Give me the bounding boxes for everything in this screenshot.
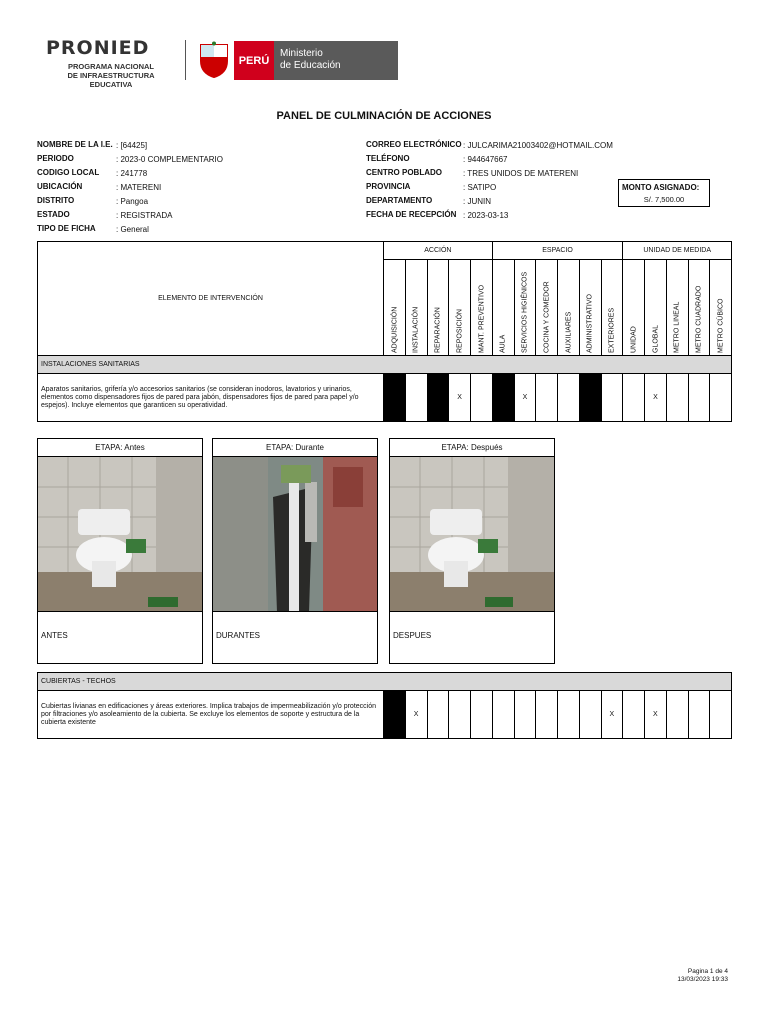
pronied-logo-text: PRONIED bbox=[46, 37, 150, 59]
intervention-table-section2 bbox=[37, 672, 732, 739]
mark-cell: X bbox=[405, 691, 427, 739]
pipe-photo-icon bbox=[213, 457, 377, 612]
empty-cell bbox=[623, 374, 645, 422]
mark-cell: X bbox=[645, 691, 667, 739]
value-correo: : JULCARIMA21003402@HOTMAIL.COM bbox=[463, 141, 613, 150]
mark-cell: X bbox=[514, 374, 536, 422]
intervention-table bbox=[37, 241, 732, 422]
section-title: CUBIERTAS - TECHOS bbox=[38, 673, 732, 691]
document-title: PANEL DE CULMINACIÓN DE ACCIONES bbox=[276, 110, 492, 122]
empty-cell bbox=[471, 374, 493, 422]
filled-cell bbox=[384, 691, 406, 739]
empty-cell bbox=[688, 374, 710, 422]
stage-card-durante bbox=[212, 438, 378, 664]
value-departamento: : JUNIN bbox=[463, 197, 491, 206]
label-departamento: DEPARTAMENTO bbox=[366, 196, 433, 205]
empty-cell bbox=[427, 691, 449, 739]
empty-cell bbox=[471, 691, 493, 739]
label-estado: ESTADO bbox=[37, 210, 70, 219]
group-unidad-medida: UNIDAD DE MEDIDA bbox=[623, 242, 732, 260]
stage-title: ETAPA: Antes bbox=[38, 439, 202, 457]
empty-cell bbox=[558, 374, 580, 422]
empty-cell bbox=[536, 691, 558, 739]
peru-shield-icon bbox=[197, 41, 231, 79]
page-footer bbox=[677, 968, 728, 984]
filled-cell bbox=[579, 374, 601, 422]
empty-cell bbox=[558, 691, 580, 739]
stage-title: ETAPA: Durante bbox=[213, 439, 377, 457]
stage-caption: ANTES bbox=[41, 631, 68, 640]
empty-cell bbox=[514, 691, 536, 739]
monto-value: S/. 7,500.00 bbox=[643, 195, 685, 204]
value-ubicacion: : MATERENI bbox=[116, 183, 162, 192]
column-header: COCINA Y COMEDOR bbox=[536, 260, 558, 356]
mark-cell: X bbox=[601, 691, 623, 739]
column-header: GLOBAL bbox=[645, 260, 667, 356]
photo-antes bbox=[38, 457, 202, 612]
column-header: ADMINISTRATIVO bbox=[579, 260, 601, 356]
filled-cell bbox=[492, 374, 514, 422]
value-estado: : REGISTRADA bbox=[116, 211, 173, 220]
empty-cell bbox=[710, 374, 732, 422]
ministry-line1: Ministerio bbox=[280, 48, 323, 59]
column-header: METRO LINEAL bbox=[666, 260, 688, 356]
column-header: UNIDAD bbox=[623, 260, 645, 356]
stage-card-despues bbox=[389, 438, 555, 664]
pronied-sub-line1: PROGRAMA NACIONAL bbox=[68, 62, 154, 71]
label-codigo-local: CODIGO LOCAL bbox=[37, 168, 100, 177]
stage-caption: DURANTES bbox=[216, 631, 261, 640]
elemento-header: ELEMENTO DE INTERVENCIÓN bbox=[38, 242, 384, 356]
peru-label: PERÚ bbox=[234, 41, 274, 80]
label-distrito: DISTRITO bbox=[37, 196, 75, 205]
toilet-photo-icon bbox=[38, 457, 202, 612]
photo-despues bbox=[390, 457, 554, 612]
stage-title: ETAPA: Después bbox=[390, 439, 554, 457]
column-header: MANT. PREVENTIVO bbox=[471, 260, 493, 356]
mark-cell: X bbox=[645, 374, 667, 422]
empty-cell bbox=[688, 691, 710, 739]
label-correo: CORREO ELECTRÓNICO bbox=[366, 140, 462, 149]
value-telefono: : 944647667 bbox=[463, 155, 508, 164]
column-header: ADQUISICIÓN bbox=[384, 260, 406, 356]
label-fecha-recepcion: FECHA DE RECEPCIÓN bbox=[366, 210, 457, 219]
label-ubicacion: UBICACIÓN bbox=[37, 182, 83, 191]
mark-cell: X bbox=[449, 374, 471, 422]
empty-cell bbox=[579, 691, 601, 739]
column-header: SERVICIOS HIGIÉNICOS bbox=[514, 260, 536, 356]
empty-cell bbox=[601, 374, 623, 422]
value-periodo: : 2023-0 COMPLEMENTARIO bbox=[116, 155, 223, 164]
label-tipo-ficha: TIPO DE FICHA bbox=[37, 224, 96, 233]
section-description: Aparatos sanitarios, grifería y/o accesorios sanitarios (se consideran inodoros, lavatorios y urinarios, elementos como dispensadores fijos de pared para jabón, dispensadores fijos de pared para papel y/o espejos). Incluye elementos que garanticen su operatividad. bbox=[38, 374, 384, 422]
group-accion: ACCIÓN bbox=[384, 242, 493, 260]
monto-asignado-box bbox=[618, 179, 710, 207]
minedu-logo bbox=[234, 41, 398, 80]
empty-cell bbox=[710, 691, 732, 739]
column-header: METRO CUADRADO bbox=[688, 260, 710, 356]
column-header: AULA bbox=[492, 260, 514, 356]
empty-cell bbox=[536, 374, 558, 422]
column-header: EXTERIORES bbox=[601, 260, 623, 356]
ministry-label bbox=[274, 41, 341, 80]
empty-cell bbox=[623, 691, 645, 739]
column-header: REPOSICIÓN bbox=[449, 260, 471, 356]
group-espacio: ESPACIO bbox=[492, 242, 623, 260]
value-provincia: : SATIPO bbox=[463, 183, 497, 192]
label-periodo: PERIODO bbox=[37, 154, 74, 163]
label-telefono: TELÉFONO bbox=[366, 154, 410, 163]
page-number: Pagina 1 de 4 bbox=[687, 968, 728, 975]
pronied-logo-sub bbox=[46, 62, 176, 89]
empty-cell bbox=[666, 374, 688, 422]
stage-card-antes bbox=[37, 438, 203, 664]
value-nombre-ie: : [64425] bbox=[116, 141, 148, 150]
value-codigo-local: : 241778 bbox=[116, 169, 148, 178]
column-header: REPARACIÓN bbox=[427, 260, 449, 356]
column-header: AUXILIARES bbox=[558, 260, 580, 356]
section-title: INSTALACIONES SANITARIAS bbox=[38, 356, 732, 374]
monto-label: MONTO ASIGNADO: bbox=[622, 183, 700, 192]
stage-caption: DESPUES bbox=[393, 631, 432, 640]
filled-cell bbox=[384, 374, 406, 422]
toilet-photo-icon bbox=[390, 457, 554, 612]
photo-durante bbox=[213, 457, 377, 612]
column-header: METRO CÚBICO bbox=[710, 260, 732, 356]
empty-cell bbox=[405, 374, 427, 422]
empty-cell bbox=[449, 691, 471, 739]
value-distrito: : Pangoa bbox=[116, 197, 149, 206]
section-description: Cubiertas livianas en edificaciones y áreas exteriores. Implica trabajos de impermeabilización y/o protección por filtraciones y/o asoleamiento de la cubierta. Se excluye los elementos de soporte y estructura de la cubierta existente bbox=[38, 691, 384, 739]
filled-cell bbox=[427, 374, 449, 422]
column-header: INSTALACIÓN bbox=[405, 260, 427, 356]
label-centro-poblado: CENTRO POBLADO bbox=[366, 168, 442, 177]
empty-cell bbox=[492, 691, 514, 739]
empty-cell bbox=[666, 691, 688, 739]
pronied-sub-line2: DE INFRAESTRUCTURA EDUCATIVA bbox=[67, 71, 155, 89]
logo-separator bbox=[185, 40, 186, 80]
label-nombre-ie: NOMBRE DE LA I.E. bbox=[37, 140, 113, 149]
label-provincia: PROVINCIA bbox=[366, 182, 411, 191]
value-fecha-recepcion: : 2023-03-13 bbox=[463, 211, 509, 220]
value-centro-poblado: : TRES UNIDOS DE MATERENI bbox=[463, 169, 579, 178]
ministry-line2: de Educación bbox=[280, 60, 341, 71]
value-tipo-ficha: : General bbox=[116, 225, 149, 234]
pronied-logo bbox=[46, 38, 176, 89]
print-datetime: 13/03/2023 19:33 bbox=[677, 976, 728, 983]
